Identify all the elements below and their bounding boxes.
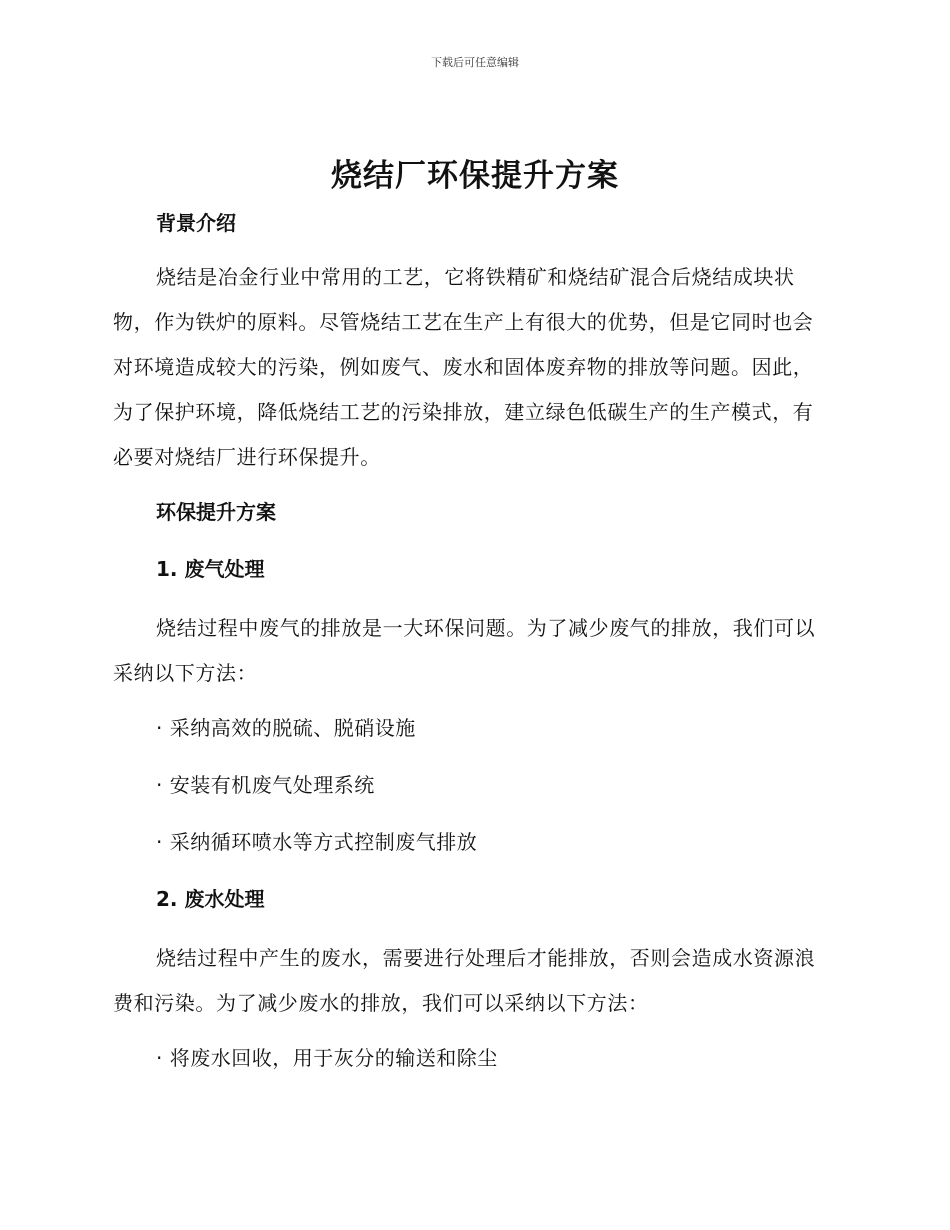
background-paragraph: 烧结是冶金行业中常用的工艺，它将铁精矿和烧结矿混合后烧结成块状物，作为铁炉的原料。尽管烧结工艺在生产上有很大的优势，但是它同时也会对环境造成较大的污染，例如废气、废水和固体废弃物的排放等问题。因此，为了保护环境，降低烧结工艺的污染排放，建立绿色低碳生产的生产模式，有必要对烧结厂进行环保提升。 — [113, 265, 814, 469]
section-heading-background: 背景介绍 — [156, 211, 236, 235]
subsection-heading-water: 2. 废水处理 — [156, 887, 265, 911]
list-item: · 采纳循环喷水等方式控制废气排放 — [156, 830, 478, 854]
section-heading-plan: 环保提升方案 — [156, 500, 276, 524]
water-paragraph: 烧结过程中产生的废水，需要进行处理后才能排放，否则会造成水资源浪费和污染。为了减少废水的排放，我们可以采纳以下方法： — [113, 946, 816, 1015]
list-item: · 采纳高效的脱硫、脱硝设施 — [156, 716, 416, 740]
document-body — [113, 203, 831, 1078]
document-title: 烧结厂环保提升方案 — [331, 158, 619, 194]
subsection-heading-gas: 1. 废气处理 — [156, 557, 265, 581]
list-item: · 安装有机废气处理系统 — [156, 773, 375, 797]
list-item: · 将废水回收，用于灰分的输送和除尘 — [156, 1046, 498, 1070]
gas-paragraph: 烧结过程中废气的排放是一大环保问题。为了减少废气的排放，我们可以采纳以下方法： — [113, 616, 816, 685]
page-header-note: 下载后可任意编辑 — [431, 56, 519, 69]
